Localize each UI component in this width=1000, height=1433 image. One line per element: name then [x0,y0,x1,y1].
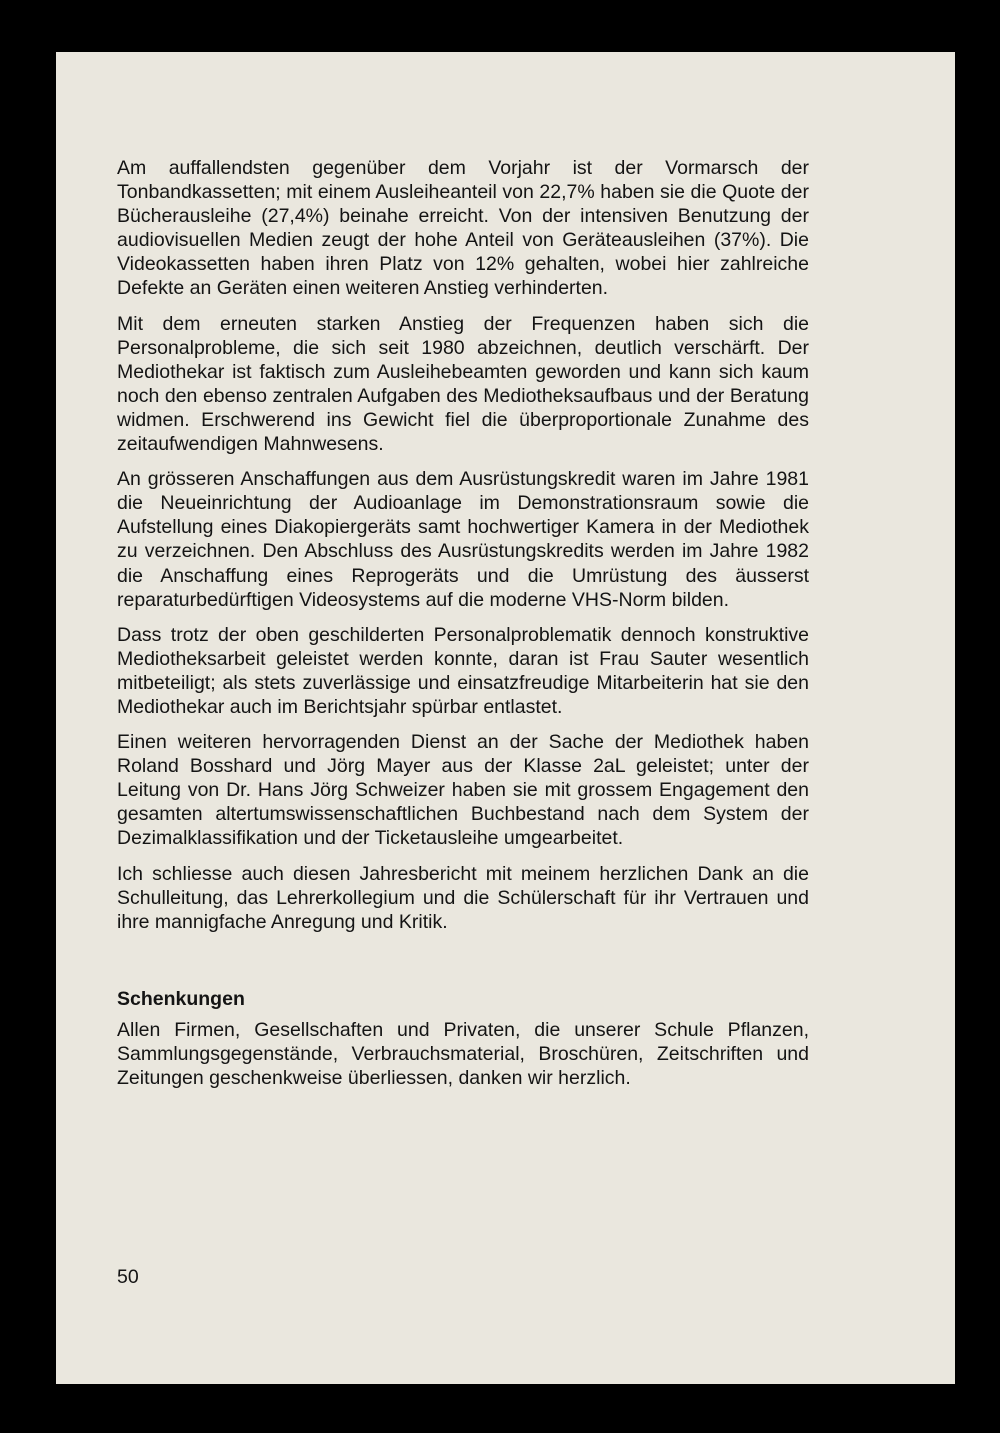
body-text [117,156,809,1101]
section-spacer [117,945,809,987]
paragraph-mediotheksarbeit: Dass trotz der oben geschilderten Personalproblematik dennoch konstruktive Mediotheksarbeit geleistet werden konnte, daran ist Frau Sauter wesentlich mitbeteiligt; als stets zuverlässige und einsatzfreudige Mitarbeiterin hat sie den Mediothekar auch im Berichtsjahr spürbar entlastet. [117,623,809,718]
section-heading: Schenkungen [117,987,245,1010]
paragraph-tonbandkassetten: Am auffallendsten gegenüber dem Vorjahr ist der Vormarsch der Tonbandkassetten; mit einem Ausleiheanteil von 22,7% haben sie die Quote der Bücherausleihe (27,4%) beinahe erreicht. Von der intensiven Benutzung der audiovisuellen Medien zeugt der hohe Anteil von Geräteausleihen (37%). Die Videokassetten haben ihren Platz von 12% gehalten, wobei hier zahlreiche Defekte an Geräten einen weiteren Anstieg verhinderten. [117,157,809,300]
document-page [56,52,955,1384]
paragraph-dank: Ich schliesse auch diesen Jahresbericht mit meinem herzlichen Dank an die Schulleitung, das Lehrerkollegium und die Schülerschaft für ihr Vertrauen und ihre mannigfache Anregung und Kritik. [117,862,809,933]
paragraph-anschaffungen: An grösseren Anschaffungen aus dem Ausrüstungskredit waren im Jahre 1981 die Neueinrichtung der Audioanlage im Demonstrationsraum sowie die Aufstellung eines Diakopiergeräts samt hochwertiger Kamera in der Mediothek zu verzeichnen. Den Abschluss des Ausrüstungskredits werden im Jahre 1982 die Anschaffung eines Reprogeräts und die Umrüstung des äusserst reparaturbedürftigen Videosystems auf die moderne VHS-Norm bilden. [117,468,809,611]
paragraph-schenkungen: Allen Firmen, Gesellschaften und Privaten, die unserer Schule Pflanzen, Sammlungsgegenstände, Verbrauchsmaterial, Broschüren, Zeitschriften und Zeitungen geschenkweise überliessen, danken wir herzlich. [117,1018,809,1090]
paragraph-dienst: Einen weiteren hervorragenden Dienst an der Sache der Mediothek haben Roland Bosshard und Jörg Mayer aus der Klasse 2aL geleistet; unter der Leitung von Dr. Hans Jörg Schweizer haben sie mit grossem Engagement den gesamten altertumswissenschaftlichen Buchbestand nach dem System der Dezimalklassifikation und der Ticketausleihe umgearbeitet. [117,731,809,850]
paragraph-personalprobleme: Mit dem erneuten starken Anstieg der Frequenzen haben sich die Personalprobleme, die sich seit 1980 abzeichnen, deutlich verschärft. Der Mediothekar ist faktisch zum Ausleihebeamten geworden und kann sich kaum noch den ebenso zentralen Aufgaben des Mediotheksaufbaus und der Beratung widmen. Erschwerend ins Gewicht fiel die überproportionale Zunahme des zeitaufwendigen Mahnwesens. [117,312,809,456]
page-number: 50 [117,1266,139,1288]
